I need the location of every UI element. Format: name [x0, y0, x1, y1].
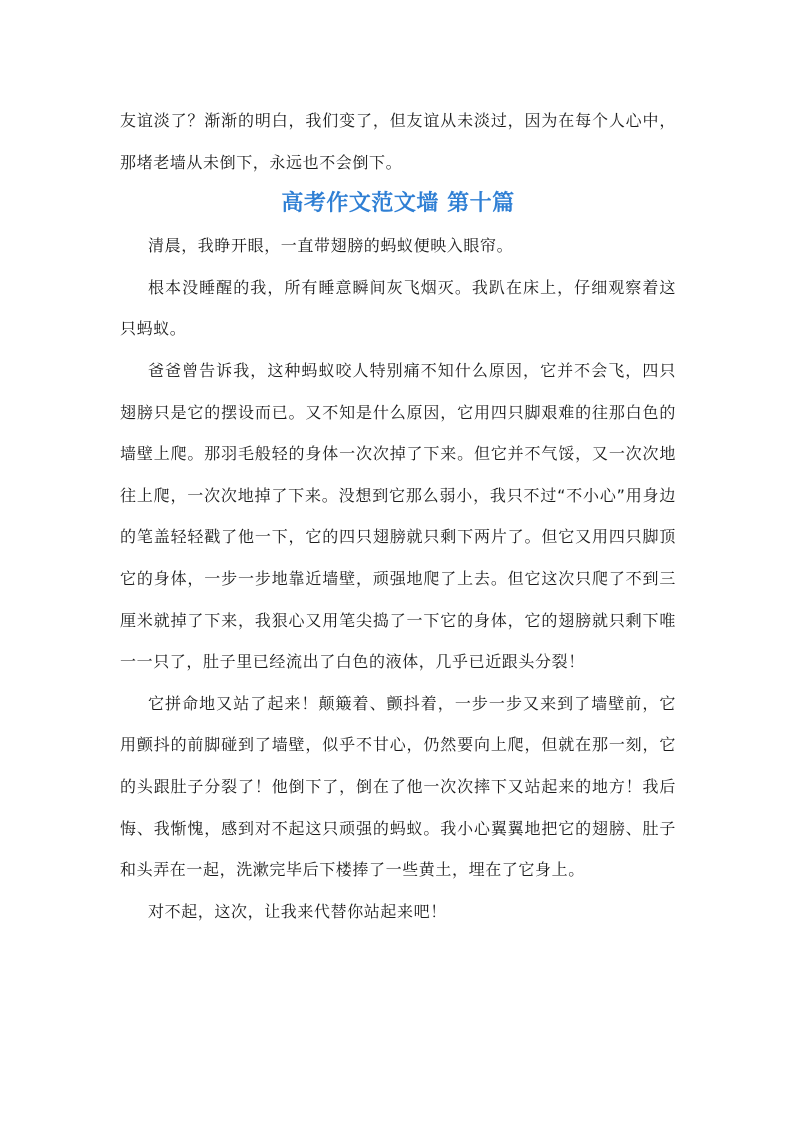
paragraph-5: 对不起，这次，让我来代替你站起来吧！: [148, 901, 447, 921]
document-body: [120, 100, 676, 932]
paragraph-2: 根本没睡醒的我，所有睡意瞬间灰飞烟灭。我趴在床上，仔细观察着这只蚂蚁。: [120, 277, 676, 339]
paragraph-continuation: 友谊淡了？渐渐的明白，我们变了，但友谊从未淡过，因为在每个人心中，那堵老墙从未倒下，永远也不会倒下。: [120, 111, 676, 172]
paragraph-3: 爸爸曾告诉我，这种蚂蚁咬人特别痛不知什么原因，它并不会飞，四只翅膀只是它的摆设而已。又不知是什么原因，它用四只脚艰难的往那白色的墙壁上爬。那羽毛般轻的身体一次次掉了下来。但它并不气馁，又一次次地往上爬，一次次地掉了下来。没想到它那么弱小，我只不过“不小心”用身边的笔盖轻轻戳了他一下，它的四只翅膀就只剩下两片了。但它又用四只脚顶它的身体，一步一步地靠近墙壁，顽强地爬了上去。但它这次只爬了不到三厘米就掉了下来，我狠心又用笔尖捣了一下它的身体，它的翅膀就只剩下唯一一只了，肚子里已经流出了白色的液体，几乎已近跟头分裂！: [120, 360, 676, 672]
paragraph-1: 清晨，我睁开眼，一直带翅膀的蚂蚁便映入眼帘。: [148, 236, 514, 256]
section-title: 高考作文范文墙 第十篇: [281, 191, 515, 217]
paragraph-4: 它拼命地又站了起来！颠簸着、颤抖着，一步一步又来到了墙壁前，它用颤抖的前脚碰到了墙壁，似乎不甘心，仍然要向上爬，但就在那一刻，它的头跟肚子分裂了！他倒下了，倒在了他一次次摔下又站起来的地方！我后悔、我惭愧，感到对不起这只顽强的蚂蚁。我小心翼翼地把它的翅膀、肚子和头弄在一起，洗漱完毕后下楼捧了一些黄土，埋在了它身上。: [120, 693, 676, 880]
